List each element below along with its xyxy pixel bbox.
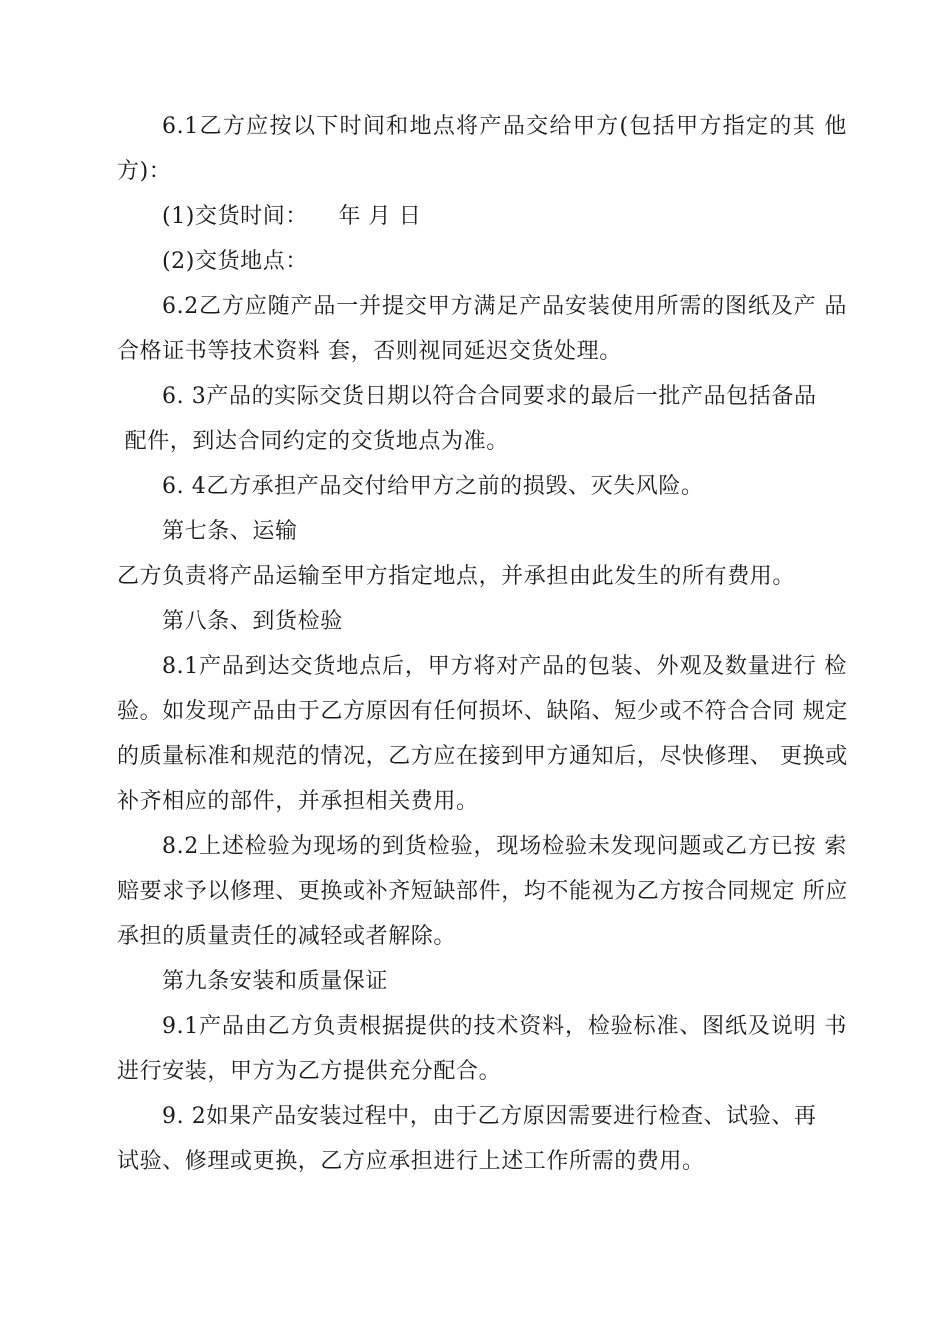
clause-8-2-line-2: 赔要求予以修理、更换或补齐短缺部件，均不能视为乙方按合同规定 所应: [117, 879, 848, 904]
clause-8-1-line-2: 验。如发现产品由于乙方原因有任何损坏、缺陷、短少或不符合合同 规定: [117, 699, 848, 724]
article-8-heading: 第八条、到货检验: [162, 609, 343, 634]
delivery-time-line: (1)交货时间： 年 月 日: [162, 204, 422, 229]
clause-8-1-line-3: 的质量标准和规范的情况，乙方应在接到甲方通知后，尽快修理、 更换或: [117, 744, 848, 769]
article-7-body: 乙方负责将产品运输至甲方指定地点，并承担由此发生的所有费用。: [117, 564, 796, 589]
article-9-heading: 第九条安装和质量保证: [162, 969, 389, 994]
clause-6-2-line-2: 合格证书等技术资料 套，否则视同延迟交货处理。: [117, 339, 622, 364]
clause-6-1-line-1: 6.1乙方应按以下时间和地点将产品交给甲方(包括甲方指定的其 他: [162, 114, 847, 139]
clause-6-1-line-2: 方)：: [117, 159, 172, 184]
clause-6-2-line-1: 6.2乙方应随产品一并提交甲方满足产品安装使用所需的图纸及产 品: [162, 294, 847, 319]
article-7-heading: 第七条、运输: [162, 519, 298, 544]
clause-9-1-line-2: 进行安装，甲方为乙方提供充分配合。: [117, 1059, 502, 1084]
clause-9-2-line-1: 9. 2如果产品安装过程中，由于乙方原因需要进行检查、试验、再: [162, 1104, 817, 1129]
clause-8-1-line-4: 补齐相应的部件，并承担相关费用。: [117, 789, 479, 814]
delivery-place-line: (2)交货地点：: [162, 249, 308, 274]
clause-6-3-line-2: 配件，到达合同约定的交货地点为准。: [117, 429, 509, 454]
clause-8-2-line-3: 承担的质量责任的减轻或者解除。: [117, 924, 457, 949]
clause-6-3-line-1: 6. 3产品的实际交货日期以符合合同要求的最后一批产品包括备品: [162, 384, 817, 409]
clause-9-2-line-2: 试验、修理或更换，乙方应承担进行上述工作所需的费用。: [117, 1149, 705, 1174]
clause-9-1-line-1: 9.1产品由乙方负责根据提供的技术资料，检验标准、图纸及说明 书: [162, 1014, 847, 1039]
clause-6-4-line: 6. 4乙方承担产品交付给甲方之前的损毁、灭失风险。: [162, 474, 704, 499]
clause-8-2-line-1: 8.2上述检验为现场的到货检验，现场检验未发现问题或乙方已按 索: [162, 834, 847, 859]
clause-8-1-line-1: 8.1产品到达交货地点后，甲方将对产品的包装、外观及数量进行 检: [162, 654, 847, 679]
